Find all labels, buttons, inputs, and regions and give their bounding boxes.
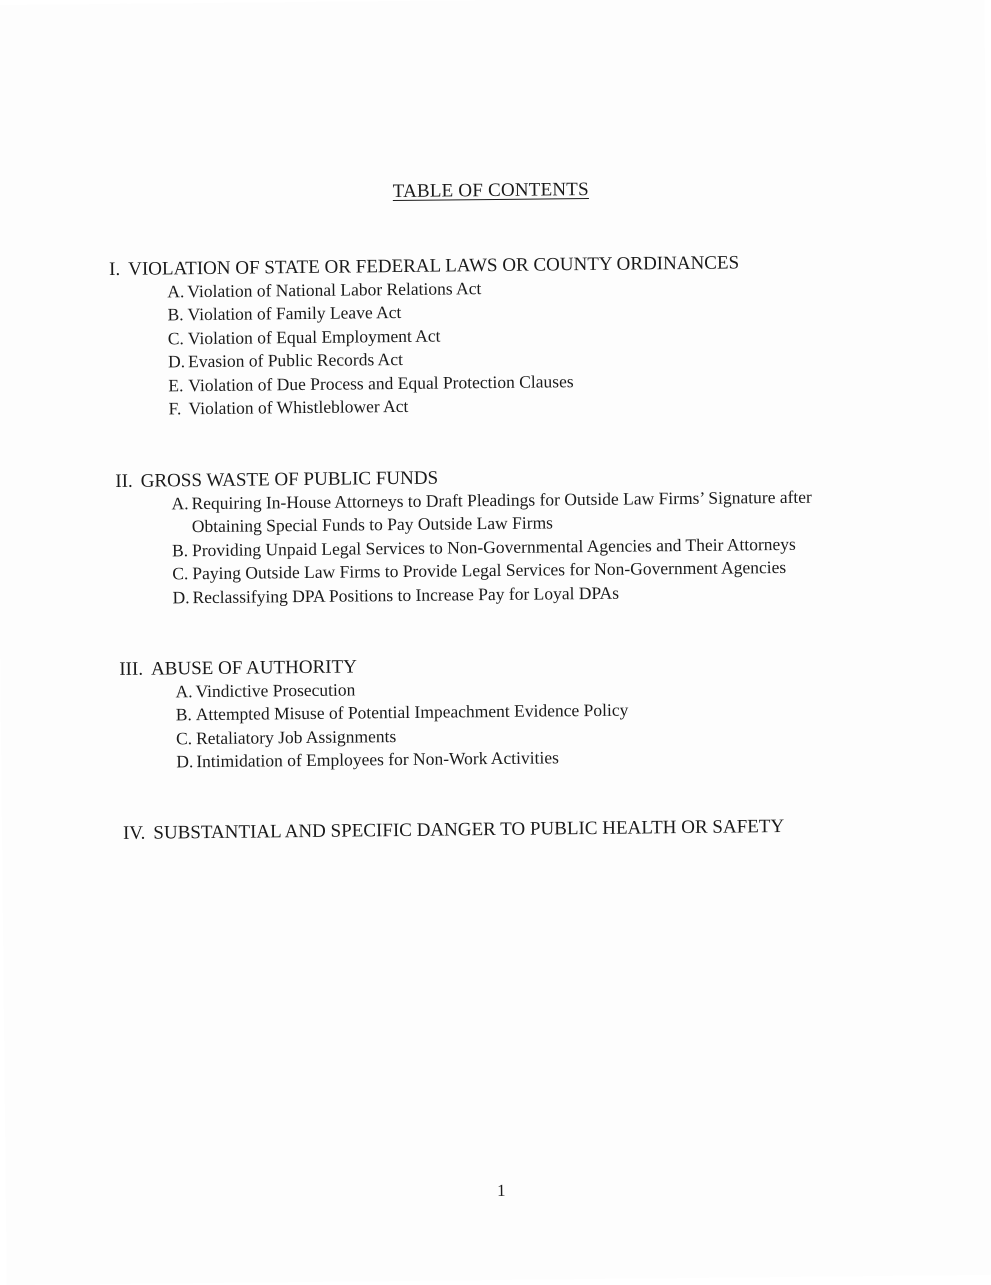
section-numeral: III. — [119, 658, 144, 680]
item-letter: B. — [167, 304, 184, 325]
section-4 — [123, 814, 923, 845]
item-text: Providing Unpaid Legal Services to Non-Governmental Agencies and Their Attorneys — [191, 533, 796, 560]
section-title: GROSS WASTE OF PUBLIC FUNDS — [140, 467, 439, 492]
item-text: Evasion of Public Records Act — [187, 349, 403, 372]
item-text: Violation of Family Leave Act — [187, 302, 402, 325]
section-items — [171, 485, 872, 609]
section-items — [175, 673, 920, 774]
item-text: Violation of Equal Employment Act — [187, 325, 441, 349]
list-item — [171, 485, 871, 539]
section-numeral: I. — [108, 258, 121, 281]
section-2 — [115, 462, 916, 610]
item-letter: C. — [167, 328, 184, 349]
section-numeral: II. — [115, 470, 133, 492]
item-text: Violation of Due Process and Equal Protection Clauses — [188, 370, 574, 395]
item-letter: D. — [176, 751, 194, 772]
item-letter: F. — [168, 398, 182, 419]
item-letter: A. — [171, 493, 189, 514]
item-letter: D. — [172, 586, 190, 607]
item-letter: B. — [171, 540, 189, 561]
item-text: Retaliatory Job Assignments — [195, 725, 397, 748]
item-letter: C. — [175, 727, 193, 749]
item-letter: B. — [175, 704, 192, 725]
item-letter: A. — [167, 281, 185, 302]
item-text: Vindictive Prosecution — [195, 679, 356, 702]
section-numeral: IV. — [122, 822, 146, 844]
item-letter: C. — [172, 563, 189, 584]
item-text: Violation of Whistleblower Act — [188, 395, 409, 419]
page-number: 1 — [496, 1180, 506, 1201]
item-text: Violation of National Labor Relations Act — [187, 278, 482, 302]
section-heading — [123, 814, 923, 845]
section-title: SUBSTANTIAL AND SPECIFIC DANGER TO PUBLIC HEALTH OR SAFETY — [153, 815, 785, 844]
section-1 — [109, 250, 911, 422]
page-title: TABLE OF CONTENTS — [392, 178, 589, 203]
item-letter: A. — [175, 681, 193, 702]
item-text: Reclassifying DPA Positions to Increase Pay for Loyal DPAs — [192, 582, 620, 607]
section-items — [167, 273, 910, 421]
section-3 — [119, 650, 920, 775]
item-text: Requiring In-House Attorneys to Draft Pleadings for Outside Law Firms’ Signature after Obtaining Special Funds to Pay Outside Law Firms — [191, 486, 812, 537]
item-letter: D. — [167, 351, 186, 372]
section-title: VIOLATION OF STATE OR FEDERAL LAWS OR COUNTY ORDINANCES — [128, 252, 740, 280]
item-text: Intimidation of Employees for Non-Work Activities — [196, 747, 559, 772]
item-letter: E. — [168, 374, 184, 396]
section-title: ABUSE OF AUTHORITY — [150, 656, 357, 680]
item-text: Paying Outside Law Firms to Provide Legal Services for Non-Government Agencies — [192, 557, 787, 584]
item-text: Attempted Misuse of Potential Impeachment Evidence Policy — [195, 700, 629, 725]
